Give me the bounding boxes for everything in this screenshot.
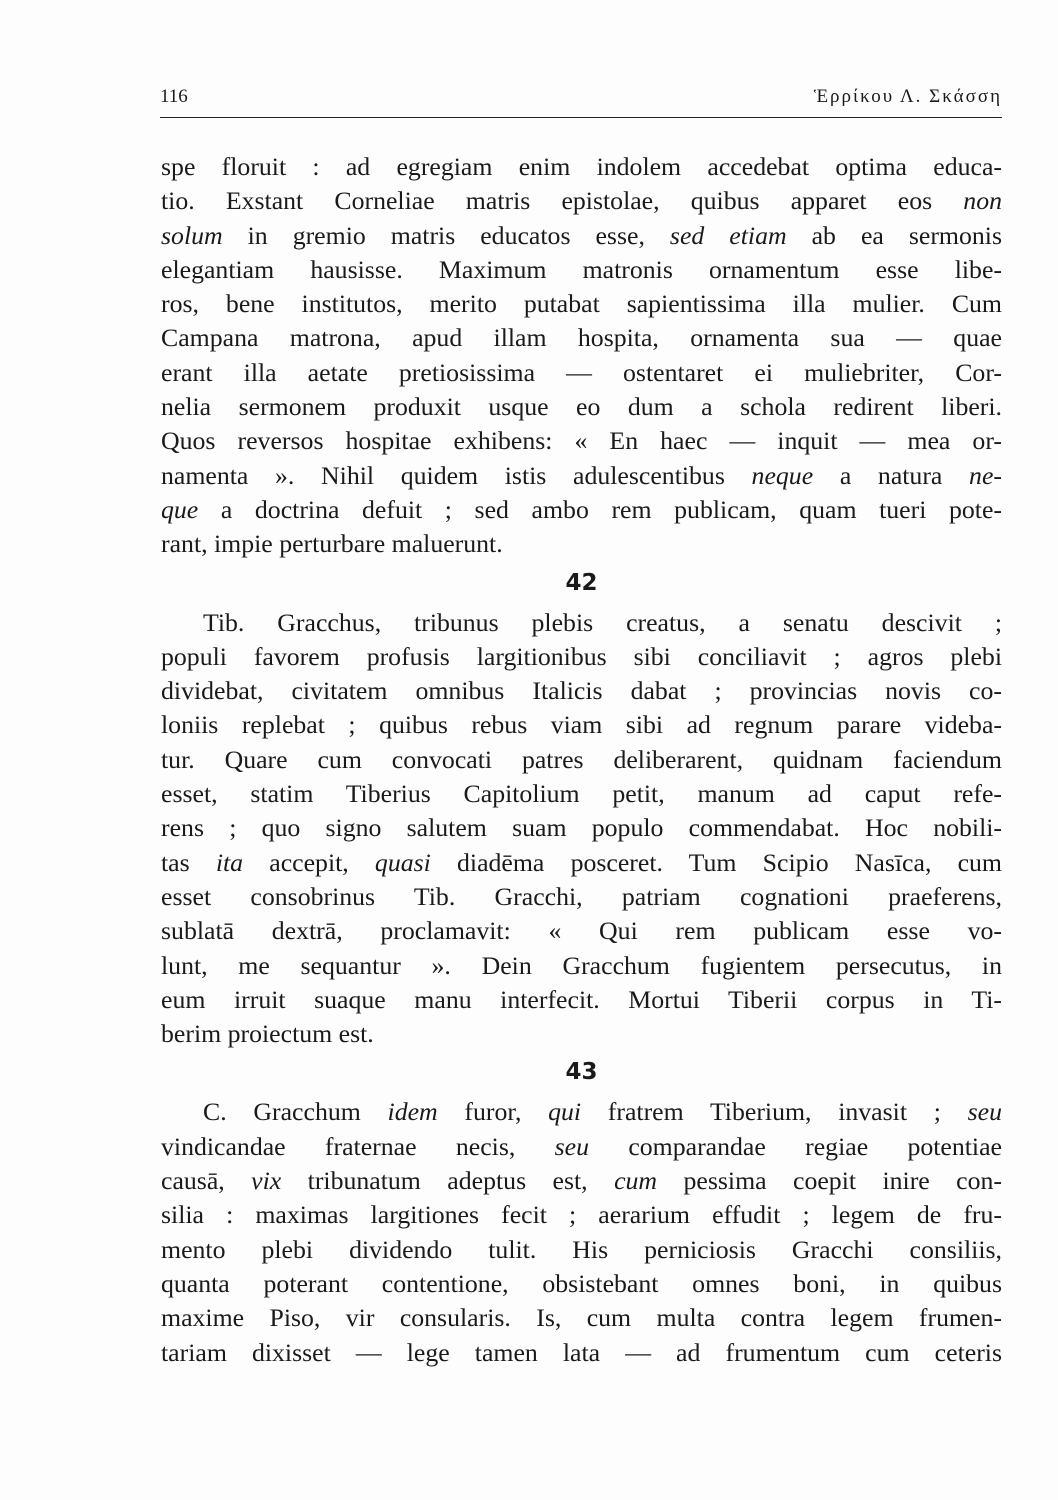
text-line: silia : maximas largitiones fecit ; aerarium effudit ; legem de fru- (161, 1200, 1002, 1230)
text-line: eum irruit suaque manu interfecit. Mortui Tiberii corpus in Ti- (161, 984, 1002, 1014)
text-line: Quos reversos hospitae exhibens: « En haec — inquit — mea or- (161, 426, 1002, 456)
text-line: tas ita accepit, quasi diadēma posceret. Tum Scipio Nasīca, cum (161, 847, 1002, 877)
text-line: elegantiam hausisse. Maximum matronis ornamentum esse libe- (161, 254, 1002, 284)
text-line: lunt, me sequantur ». Dein Gracchum fugientem persecutus, in (161, 950, 1002, 980)
italic-word: seu (554, 1131, 590, 1161)
text-line: Tib. Gracchus, tribunus plebis creatus, a senatu descivit ; (203, 607, 1002, 637)
italic-word: que (161, 494, 199, 524)
text-line: esset consobrinus Tib. Gracchi, patriam cognationi praeferens, (161, 881, 1002, 911)
running-title: Ἑρρίκου Λ. Σκάσση (813, 86, 1002, 107)
text-line: esset, statim Tiberius Capitolium petit, manum ad caput refe- (161, 779, 1002, 809)
italic-word: sed etiam (669, 220, 787, 250)
text-line: que a doctrina defuit ; sed ambo rem publicam, quam tueri pote- (161, 494, 1002, 524)
text-line: rens ; quo signo salutem suam populo commendabat. Hoc nobili- (161, 813, 1002, 843)
italic-word: quasi (374, 847, 431, 877)
text-line: sublatā dextrā, proclamavit: « Qui rem publicam esse vo- (161, 916, 1002, 946)
text-line: causā, vix tribunatum adeptus est, cum pessima coepit inire con- (161, 1166, 1002, 1196)
text-line: loniis replebat ; quibus rebus viam sibi ad regnum parare videba- (161, 710, 1002, 740)
italic-word: idem (387, 1097, 438, 1127)
italic-word: neque (751, 460, 814, 490)
italic-word: ne- (969, 460, 1002, 490)
text-line: berim proiectum est. (161, 1019, 374, 1049)
text-line: rant, impie perturbare maluerunt. (161, 529, 503, 559)
header-rule (160, 117, 1002, 118)
text-line: namenta ». Nihil quidem istis adulescentibus neque a natura ne- (161, 460, 1002, 490)
text-line: quanta poterant contentione, obsistebant omnes boni, in quibus (161, 1268, 1002, 1298)
running-head (160, 86, 1002, 114)
text-line: maxime Piso, vir consularis. Is, cum multa contra legem frumen- (161, 1303, 1002, 1333)
section-number-42: 42 (565, 569, 598, 596)
text-line: tariam dixisset — lege tamen lata — ad frumentum cum ceteris (161, 1337, 1002, 1367)
italic-word: ita (215, 847, 244, 877)
text-line: Campana matrona, apud illam hospita, ornamenta sua — quae (161, 323, 1002, 353)
italic-word: qui (548, 1097, 582, 1127)
text-line: ros, bene institutos, merito putabat sapientissima illa mulier. Cum (161, 289, 1002, 319)
page-number: 116 (160, 86, 188, 107)
text-line: solum in gremio matris educatos esse, sed etiam ab ea sermonis (161, 220, 1002, 250)
text-line: erant illa aetate pretiosissima — ostentaret ei muliebriter, Cor- (161, 357, 1002, 387)
text-line: spe floruit : ad egregiam enim indolem accedebat optima educa- (161, 152, 1002, 181)
text-line: tur. Quare cum convocati patres deliberarent, quidnam faciendum (161, 744, 1002, 774)
text-line: dividebat, civitatem omnibus Italicis dabat ; provincias novis co- (161, 676, 1002, 706)
text-line: C. Gracchum idem furor, qui fratrem Tiberium, invasit ; seu (203, 1097, 1002, 1127)
text-line: mento plebi dividendo tulit. His perniciosis Gracchi consiliis, (161, 1234, 1002, 1264)
italic-word: seu (967, 1097, 1002, 1127)
page-body (161, 150, 1002, 1370)
italic-word: solum (161, 220, 223, 250)
text-line: nelia sermonem produxit usque eo dum a schola redirent liberi. (161, 392, 1002, 422)
text-line: populi favorem profusis largitionibus sibi conciliavit ; agros plebi (161, 641, 1002, 671)
text-line: tio. Exstant Corneliae matris epistolae, quibus apparet eos non (161, 186, 1002, 216)
italic-word: non (963, 186, 1002, 216)
section-number-43: 43 (565, 1059, 598, 1086)
italic-word: vix (251, 1166, 282, 1196)
italic-word: cum (614, 1166, 658, 1196)
text-line: vindicandae fraternae necis, seu comparandae regiae potentiae (161, 1131, 1002, 1161)
